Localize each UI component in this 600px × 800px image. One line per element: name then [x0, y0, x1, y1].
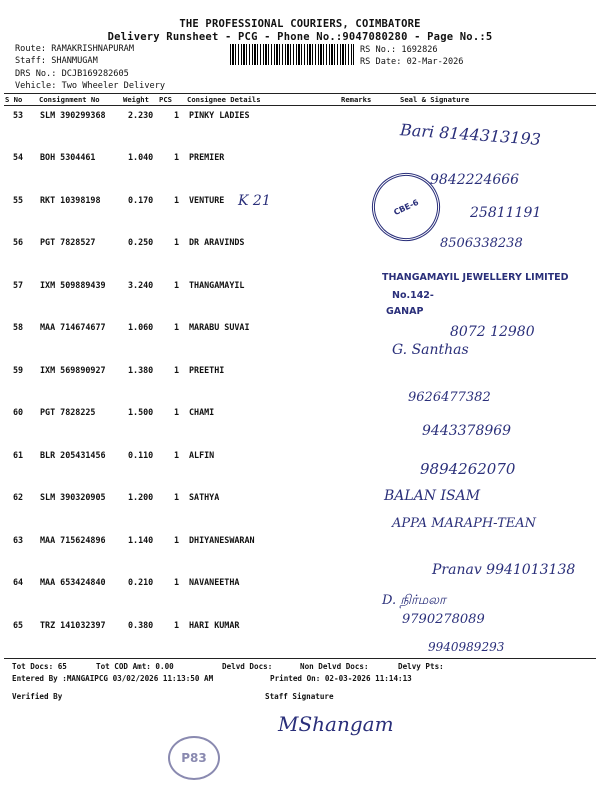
staff-signature: MShangam [278, 712, 394, 736]
total-docs: Tot Docs: 65 [12, 662, 67, 671]
cell-consignment: PGT 7828527 [40, 237, 96, 247]
cell-pcs: 1 [174, 322, 180, 332]
cell-weight: 1.060 [128, 322, 154, 332]
cell-sno: 61 [13, 450, 24, 460]
company-stamp-line1: THANGAMAYIL JEWELLERY LIMITED [382, 272, 569, 283]
cell-consignee: VENTURE [189, 195, 225, 205]
cell-sno: 60 [13, 407, 24, 417]
cell-consignment: BLR 205431456 [40, 450, 106, 460]
col-pcs: PCS [159, 95, 172, 104]
cell-consignee: CHAMI [189, 407, 215, 417]
non-delivered-docs: Non Delvd Docs: [300, 662, 369, 671]
header-top-rule [4, 93, 596, 94]
cell-sno: 64 [13, 577, 24, 587]
delivered-docs: Delvd Docs: [222, 662, 273, 671]
delivery-points: Delvy Pts: [398, 662, 444, 671]
col-sno: S No [5, 95, 23, 104]
cell-consignment: IXM 509889439 [40, 280, 106, 290]
cell-weight: 1.140 [128, 535, 154, 545]
cell-consignee: HARI KUMAR [189, 620, 240, 630]
cell-pcs: 1 [174, 535, 180, 545]
footer-rule [4, 658, 596, 659]
signature-row-66: 9940989293 [428, 640, 505, 654]
cell-consignee: PREETHI [189, 365, 225, 375]
signature-row-56: 8506338238 [440, 236, 523, 251]
cell-consignment: MAA 715624896 [40, 535, 106, 545]
entered-by: Entered By :MANGAIPCG 03/02/2026 11:13:50 AM [12, 674, 214, 683]
company-title: THE PROFESSIONAL COURIERS, COIMBATORE [179, 18, 421, 30]
cell-weight: 0.170 [128, 195, 154, 205]
cell-sno: 63 [13, 535, 24, 545]
signature-row-58: 8072 12980 [450, 324, 535, 340]
route-label: Route: RAMAKRISHNAPURAM [15, 44, 134, 54]
col-consignee: Consignee Details [187, 95, 261, 104]
cell-pcs: 1 [174, 237, 180, 247]
cell-consignee: ALFIN [189, 450, 215, 460]
table-row [0, 365, 600, 379]
cell-consignee: DR ARAVINDS [189, 237, 245, 247]
signature-row-63a: BALAN ISAM [384, 488, 481, 504]
cell-consignee: PINKY LADIES [189, 110, 250, 120]
cell-consignment: BOH 5304461 [40, 152, 96, 162]
signature-row-62: 9894262070 [420, 460, 516, 478]
handwritten-remark: K 21 [238, 193, 271, 209]
cell-weight: 1.200 [128, 492, 154, 502]
cell-pcs: 1 [174, 620, 180, 630]
cell-weight: 3.240 [128, 280, 154, 290]
staff-signature-label: Staff Signature [265, 692, 334, 701]
cell-sno: 57 [13, 280, 24, 290]
signature-row-65a: D. நிர்மலா [382, 593, 446, 608]
table-row [0, 152, 600, 166]
signature-row-54: 9842224666 [430, 172, 520, 188]
col-consignment: Consignment No [39, 95, 100, 104]
company-stamp-line2: No.142- [392, 290, 434, 301]
cell-weight: 0.250 [128, 237, 154, 247]
footer-circle-stamp: P83 [168, 736, 220, 780]
header-bottom-rule [4, 105, 596, 106]
signature-row-55: 25811191 [470, 205, 542, 221]
total-cod-amount: Tot COD Amt: 0.00 [96, 662, 174, 671]
cell-pcs: 1 [174, 492, 180, 502]
table-row [0, 620, 600, 634]
cell-pcs: 1 [174, 280, 180, 290]
cell-weight: 0.110 [128, 450, 154, 460]
signature-row-61: 9443378969 [422, 423, 512, 439]
cell-consignment: PGT 7828225 [40, 407, 96, 417]
cell-sno: 62 [13, 492, 24, 502]
cell-pcs: 1 [174, 152, 180, 162]
cell-consignee: THANGAMAYIL [189, 280, 245, 290]
cell-consignee: SATHYA [189, 492, 220, 502]
cell-consignee: NAVANEETHA [189, 577, 240, 587]
verified-by-label: Verified By [12, 692, 63, 701]
cell-sno: 58 [13, 322, 24, 332]
printed-on: Printed On: 02-03-2026 11:14:13 [270, 674, 412, 683]
cell-weight: 0.210 [128, 577, 154, 587]
cell-sno: 65 [13, 620, 24, 630]
cell-pcs: 1 [174, 195, 180, 205]
signature-row-65b: 9790278089 [402, 612, 485, 627]
cell-pcs: 1 [174, 450, 180, 460]
cell-consignee: PREMIER [189, 152, 225, 162]
company-stamp-line3: GANAP [386, 306, 424, 317]
cell-consignee: DHIYANESWARAN [189, 535, 255, 545]
circle-seal-stamp: CBE-6 [361, 162, 451, 252]
cell-consignment: TRZ 141032397 [40, 620, 106, 630]
vehicle-label: Vehicle: Two Wheeler Delivery [15, 81, 166, 91]
cell-consignment: MAA 714674677 [40, 322, 106, 332]
cell-weight: 2.230 [128, 110, 154, 120]
barcode-image [230, 44, 354, 65]
cell-consignment: IXM 569890927 [40, 365, 106, 375]
cell-weight: 1.500 [128, 407, 154, 417]
signature-row-63b: APPA MARAPH-TEAN [392, 516, 537, 531]
table-row [0, 110, 600, 124]
table-row [0, 577, 600, 591]
col-remarks: Remarks [341, 95, 372, 104]
staff-label: Staff: SHANMUGAM [15, 56, 98, 66]
cell-pcs: 1 [174, 577, 180, 587]
table-row [0, 407, 600, 421]
cell-consignment: RKT 10398198 [40, 195, 101, 205]
cell-sno: 53 [13, 110, 24, 120]
signature-row-53: Bari 8144313193 [399, 120, 542, 149]
signature-row-60: 9626477382 [408, 390, 491, 405]
col-seal-signature: Seal & Signature [400, 95, 470, 104]
cell-consignee: MARABU SUVAI [189, 322, 250, 332]
runsheet-subtitle: Delivery Runsheet - PCG - Phone No.:9047080280 - Page No.:5 [107, 31, 493, 43]
cell-sno: 54 [13, 152, 24, 162]
signature-row-59: G. Santhas [392, 342, 469, 358]
cell-weight: 0.380 [128, 620, 154, 630]
cell-pcs: 1 [174, 110, 180, 120]
cell-consignment: SLM 390299368 [40, 110, 106, 120]
cell-consignment: MAA 653424840 [40, 577, 106, 587]
rs-date: RS Date: 02-Mar-2026 [360, 57, 464, 67]
cell-consignment: SLM 390320905 [40, 492, 106, 502]
rs-number: RS No.: 1692826 [360, 45, 438, 55]
cell-sno: 59 [13, 365, 24, 375]
col-weight: Weight [123, 95, 149, 104]
table-row [0, 535, 600, 549]
table-row [0, 492, 600, 506]
cell-weight: 1.040 [128, 152, 154, 162]
drs-number: DRS No.: DCJB169282605 [15, 69, 129, 79]
cell-sno: 56 [13, 237, 24, 247]
cell-pcs: 1 [174, 407, 180, 417]
signature-row-64: Pranav 9941013138 [432, 562, 576, 578]
cell-sno: 55 [13, 195, 24, 205]
cell-weight: 1.380 [128, 365, 154, 375]
cell-pcs: 1 [174, 365, 180, 375]
